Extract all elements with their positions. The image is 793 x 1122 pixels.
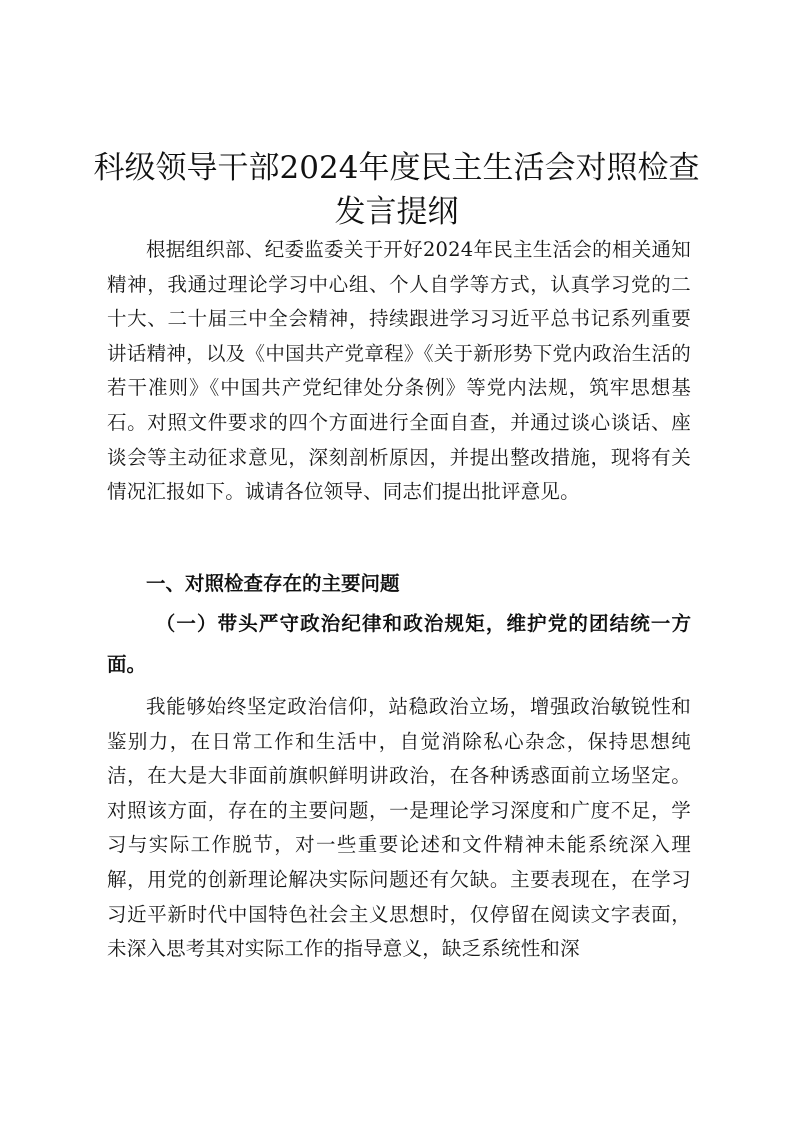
subsection-heading: （一）带头严守政治纪律和政治规矩，维护党的团结统一方面。	[107, 612, 691, 676]
intro-paragraph: 根据组织部、纪委监委关于开好2024年民主生活会的相关通知精神，我通过理论学习中心组、个人自学等方式，认真学习党的二十大、二十届三中全会精神，持续跟进学习习近平总书记系列重要讲话精神，以及《中国共产党章程》《关于新形势下党内政治生活的若干准则》《中国共产党纪律处分条例》等党内法规，筑牢思想基石。对照文件要求的四个方面进行全面自查，并通过谈心谈话、座谈会等主动征求意见，深刻剖析原因，并提出整改措施，现将有关情况汇报如下。诚请各位领导、同志们提出批评意见。	[107, 238, 691, 504]
document-title-line-1: 科级领导干部2024年度民主生活会对照检查	[93, 150, 700, 186]
document-title-line-2: 发言提纲	[334, 194, 459, 230]
body-paragraph: 我能够始终坚定政治信仰，站稳政治立场，增强政治敏锐性和鉴别力，在日常工作和生活中，自觉消除私心杂念，保持思想纯洁，在大是大非面前旗帜鲜明讲政治，在各种诱惑面前立场坚定。对照该方面，存在的主要问题，一是理论学习深度和广度不足，学习与实际工作脱节，对一些重要论述和文件精神未能系统深入理解，用党的创新理论解决实际问题还有欠缺。主要表现在，在学习习近平新时代中国特色社会主义思想时，仅停留在阅读文字表面，未深入思考其对实际工作的指导意义，缺乏系统性和深	[107, 695, 691, 961]
section-heading: 一、对照检查存在的主要问题	[146, 572, 400, 595]
